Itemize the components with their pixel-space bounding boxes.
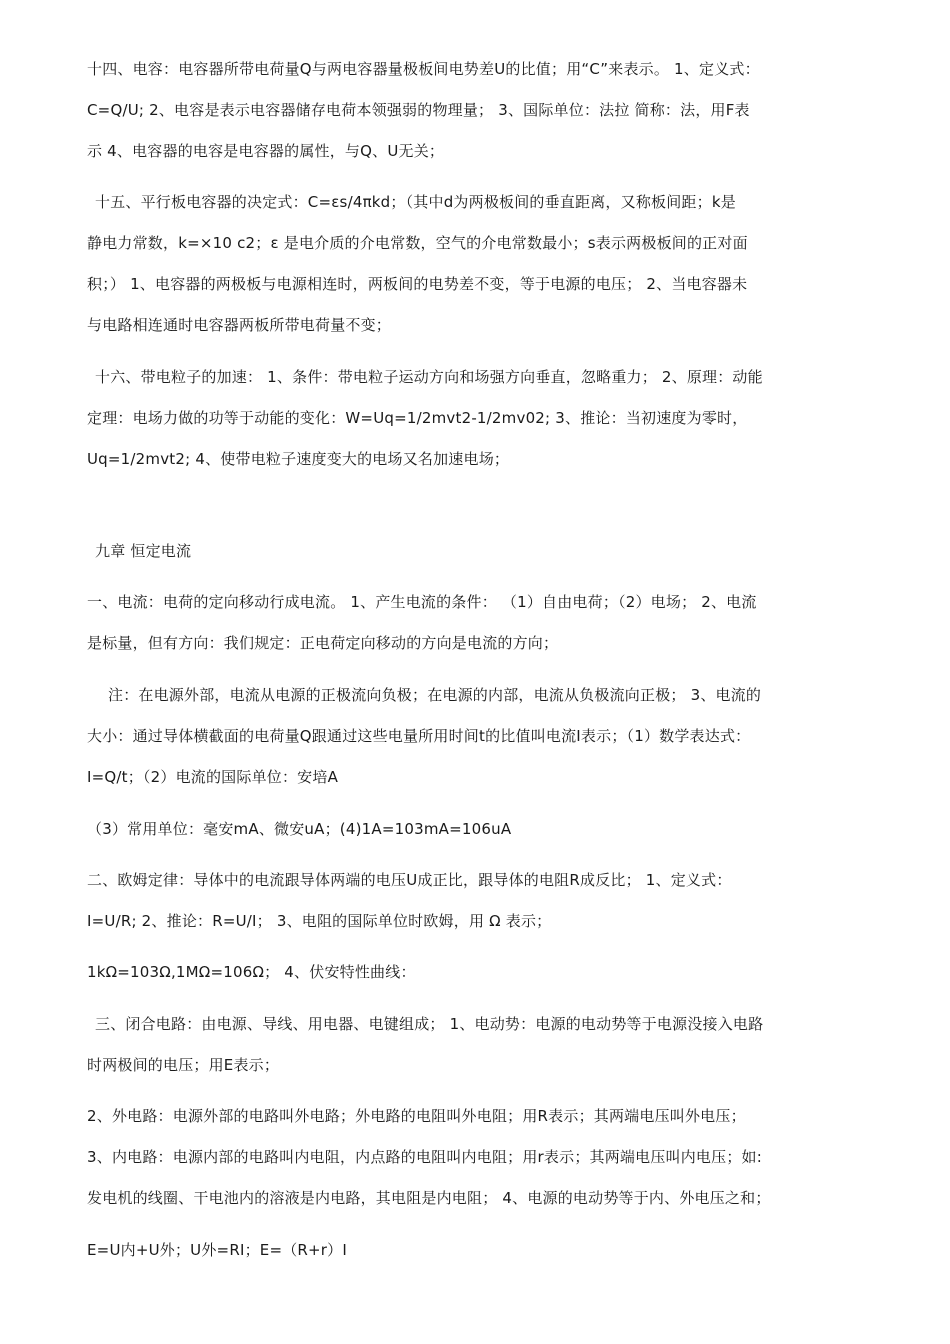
section-1-line-1: 一、电流：电荷的定向移动行成电流。 1、产生电流的条件： （1）自由电荷；（2）电场； 2、电流 [87, 593, 757, 611]
internal-circuit-line-2: 发电机的线圈、干电池内的溶液是内电路，其电阻是内电阻； 4、电源的电动势等于内、外电压之和； [87, 1189, 771, 1207]
ohm-units-line: 1kΩ=103Ω,1MΩ=106Ω； 4、伏安特性曲线： [87, 963, 416, 981]
para-16-line-2: 定理：电场力做的功等于动能的变化：W=Uq=1/2mvt2-1/2mv02; 3、推论：当初速度为零时， [87, 409, 748, 427]
section-3-line-2: 时两极间的电压；用E表示； [87, 1056, 280, 1074]
section-2-line-2: I=U/R; 2、推论：R=U/I； 3、电阻的国际单位时欧姆，用 Ω 表示； [87, 912, 552, 930]
note-line-3: I=Q/t；（2）电流的国际单位：安培A [87, 768, 339, 786]
emf-formula-line: E=U内+U外；U外=RI；E=（R+r）I [87, 1241, 347, 1259]
section-2-line-1: 二、欧姆定律：导体中的电流跟导体两端的电压U成正比，跟导体的电阻R成反比； 1、定义式： [87, 871, 732, 889]
chapter-heading: 九章 恒定电流 [95, 542, 192, 560]
para-15-line-1: 十五、平行板电容器的决定式：C=εs/4πkd；（其中d为两极板间的垂直距离，又称板间距；k是 [95, 193, 736, 211]
para-16-line-1: 十六、带电粒子的加速： 1、条件：带电粒子运动方向和场强方向垂直，忽略重力； 2、原理：动能 [95, 368, 763, 386]
para-15-line-2: 静电力常数，k=×10 c2；ε 是电介质的介电常数，空气的介电常数最小；s表示两极板间的正对面 [87, 234, 748, 252]
common-units-line: （3）常用单位：毫安mA、微安uA；(4)1A=103mA=106uA [87, 820, 512, 838]
para-16-line-3: Uq=1/2mvt2; 4、使带电粒子速度变大的电场又名加速电场； [87, 450, 510, 468]
section-1-line-2: 是标量，但有方向：我们规定：正电荷定向移动的方向是电流的方向； [87, 634, 559, 652]
para-14-line-2: C=Q/U; 2、电容是表示电容器储存电荷本领强弱的物理量； 3、国际单位：法拉 简称：法，用F表 [87, 101, 750, 119]
para-14-line-1: 十四、电容：电容器所带电荷量Q与两电容器量极板间电势差U的比值；用“C”来表示。 1、定义式： [87, 60, 760, 78]
internal-circuit-line-1: 3、内电路：电源内部的电路叫内电阻，内点路的电阻叫内电阻；用r表示；其两端电压叫内电压；如: [87, 1148, 762, 1166]
note-line-1: 注：在电源外部，电流从电源的正极流向负极；在电源的内部，电流从负极流向正极； 3、电流的 [108, 686, 762, 704]
section-3-line-1: 三、闭合电路：由电源、导线、用电器、电键组成； 1、电动势：电源的电动势等于电源没接入电路 [95, 1015, 764, 1033]
para-15-line-3: 积；） 1、电容器的两极板与电源相连时，两板间的电势差不变，等于电源的电压； 2、当电容器未 [87, 275, 748, 293]
para-14-line-3: 示 4、电容器的电容是电容器的属性，与Q、U无关； [87, 142, 445, 160]
para-15-line-4: 与电路相连通时电容器两板所带电荷量不变； [87, 316, 392, 334]
external-circuit-line: 2、外电路：电源外部的电路叫外电路；外电路的电阻叫外电阻；用R表示；其两端电压叫外电压； [87, 1107, 746, 1125]
note-line-2: 大小：通过导体横截面的电荷量Q跟通过这些电量所用时间t的比值叫电流I表示；（1）数学表达式： [87, 727, 751, 745]
